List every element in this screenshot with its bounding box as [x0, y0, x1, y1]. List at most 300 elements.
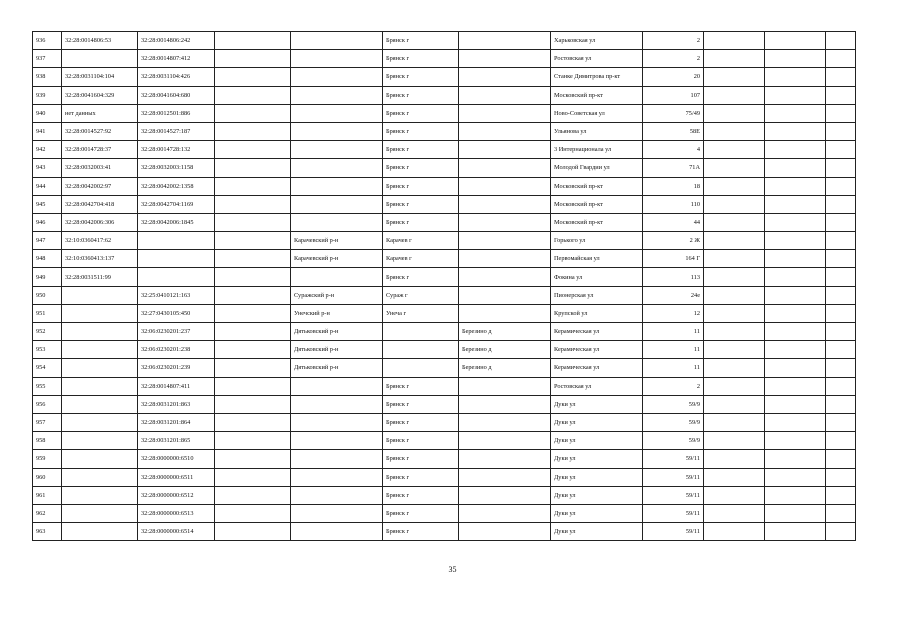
cell-row-number: 947 [33, 232, 62, 250]
cell-extra-1 [704, 50, 765, 68]
cell-settlement [459, 504, 551, 522]
cell-blank [215, 523, 291, 541]
cell-house-number: 18 [643, 177, 704, 195]
cell-street: Керамическая ул [551, 341, 643, 359]
table-row [33, 177, 856, 195]
cell-row-number: 954 [33, 359, 62, 377]
cell-street: Дуки ул [551, 432, 643, 450]
cell-extra-1 [704, 450, 765, 468]
table-row [33, 68, 856, 86]
cell-district: Карачевский р-н [291, 250, 383, 268]
cell-cadastral-number-object [138, 268, 215, 286]
table-row [33, 195, 856, 213]
cell-extra-3 [826, 286, 856, 304]
cell-settlement [459, 377, 551, 395]
cell-district [291, 195, 383, 213]
cell-house-number: 59/11 [643, 504, 704, 522]
table-row [33, 413, 856, 431]
cell-district: Унечский р-н [291, 304, 383, 322]
cell-extra-2 [765, 159, 826, 177]
cell-city: Унеча г [383, 304, 459, 322]
cell-row-number: 939 [33, 86, 62, 104]
cell-extra-1 [704, 159, 765, 177]
cell-extra-2 [765, 32, 826, 50]
cell-house-number: 11 [643, 323, 704, 341]
table-row [33, 377, 856, 395]
cell-cadastral-number-land: 32:28:0014728:37 [62, 141, 138, 159]
cell-cadastral-number-land [62, 523, 138, 541]
cell-street: Керамическая ул [551, 359, 643, 377]
page-number: 35 [448, 565, 457, 574]
table-row [33, 213, 856, 231]
cell-cadastral-number-land [62, 323, 138, 341]
cell-extra-3 [826, 232, 856, 250]
cell-extra-2 [765, 195, 826, 213]
cell-cadastral-number-land [62, 486, 138, 504]
cell-settlement [459, 213, 551, 231]
cell-settlement: Березино д [459, 323, 551, 341]
cell-house-number: 2 Ж [643, 232, 704, 250]
cell-settlement [459, 68, 551, 86]
cell-extra-2 [765, 122, 826, 140]
cell-extra-2 [765, 486, 826, 504]
table-row [33, 159, 856, 177]
cell-cadastral-number-object: 32:28:0014728:132 [138, 141, 215, 159]
cell-settlement [459, 32, 551, 50]
cell-extra-2 [765, 304, 826, 322]
cell-settlement [459, 159, 551, 177]
cell-extra-1 [704, 195, 765, 213]
cell-blank [215, 286, 291, 304]
cell-extra-1 [704, 32, 765, 50]
cell-district [291, 523, 383, 541]
table-row [33, 486, 856, 504]
cell-city: Брянск г [383, 141, 459, 159]
cell-cadastral-number-object: 32:28:0014806:242 [138, 32, 215, 50]
cell-house-number: 110 [643, 195, 704, 213]
cell-blank [215, 468, 291, 486]
cell-extra-3 [826, 323, 856, 341]
cell-extra-2 [765, 395, 826, 413]
cell-city: Брянск г [383, 195, 459, 213]
cell-blank [215, 341, 291, 359]
table-row [33, 323, 856, 341]
cell-street: Первомайская ул [551, 250, 643, 268]
table-row [33, 504, 856, 522]
cell-settlement [459, 195, 551, 213]
table-row [33, 341, 856, 359]
cell-street: Ростовская ул [551, 50, 643, 68]
cell-street: Дуки ул [551, 450, 643, 468]
cell-extra-3 [826, 141, 856, 159]
cell-street: Дуки ул [551, 395, 643, 413]
cell-settlement [459, 523, 551, 541]
cell-cadastral-number-land [62, 359, 138, 377]
cell-extra-3 [826, 250, 856, 268]
cell-settlement [459, 250, 551, 268]
cell-extra-2 [765, 141, 826, 159]
cell-row-number: 959 [33, 450, 62, 468]
cell-cadastral-number-object: 32:25:0410121:163 [138, 286, 215, 304]
table-row [33, 122, 856, 140]
cell-extra-1 [704, 177, 765, 195]
cell-extra-2 [765, 359, 826, 377]
cell-extra-1 [704, 341, 765, 359]
table-row [33, 141, 856, 159]
cell-extra-2 [765, 323, 826, 341]
cell-blank [215, 395, 291, 413]
registry-table [32, 31, 856, 541]
cell-street: Ново-Советская ул [551, 104, 643, 122]
cell-settlement [459, 304, 551, 322]
cell-cadastral-number-object: 32:28:0031104:426 [138, 68, 215, 86]
cell-row-number: 963 [33, 523, 62, 541]
cell-row-number: 938 [33, 68, 62, 86]
cell-extra-1 [704, 213, 765, 231]
cell-cadastral-number-land: 32:10:0360413:137 [62, 250, 138, 268]
cell-blank [215, 432, 291, 450]
cell-blank [215, 450, 291, 468]
cell-house-number: 71А [643, 159, 704, 177]
cell-extra-3 [826, 413, 856, 431]
cell-row-number: 958 [33, 432, 62, 450]
cell-street: Фокина ул [551, 268, 643, 286]
cell-row-number: 951 [33, 304, 62, 322]
cell-settlement [459, 141, 551, 159]
cell-row-number: 955 [33, 377, 62, 395]
cell-extra-3 [826, 68, 856, 86]
cell-cadastral-number-object: 32:27:0430105:450 [138, 304, 215, 322]
cell-city: Брянск г [383, 504, 459, 522]
cell-blank [215, 104, 291, 122]
cell-row-number: 937 [33, 50, 62, 68]
cell-cadastral-number-land [62, 450, 138, 468]
cell-city: Брянск г [383, 432, 459, 450]
cell-blank [215, 68, 291, 86]
cell-extra-1 [704, 359, 765, 377]
cell-extra-2 [765, 377, 826, 395]
cell-extra-1 [704, 377, 765, 395]
cell-city: Брянск г [383, 50, 459, 68]
table-row [33, 286, 856, 304]
cell-row-number: 952 [33, 323, 62, 341]
cell-extra-3 [826, 50, 856, 68]
cell-extra-1 [704, 268, 765, 286]
cell-street: Дуки ул [551, 468, 643, 486]
cell-district [291, 450, 383, 468]
cell-extra-1 [704, 141, 765, 159]
cell-cadastral-number-object: 32:28:0042006:1845 [138, 213, 215, 231]
cell-cadastral-number-land: 32:28:0042002:97 [62, 177, 138, 195]
cell-row-number: 940 [33, 104, 62, 122]
cell-cadastral-number-object [138, 250, 215, 268]
cell-city: Брянск г [383, 450, 459, 468]
cell-row-number: 960 [33, 468, 62, 486]
cell-street: Пионерская ул [551, 286, 643, 304]
table-row [33, 450, 856, 468]
cell-street: Молодой Гвардии ул [551, 159, 643, 177]
cell-extra-3 [826, 504, 856, 522]
cell-blank [215, 195, 291, 213]
cell-house-number: 2 [643, 32, 704, 50]
cell-cadastral-number-land [62, 304, 138, 322]
cell-extra-3 [826, 359, 856, 377]
cell-cadastral-number-land: 32:28:0041604:329 [62, 86, 138, 104]
cell-city: Брянск г [383, 523, 459, 541]
cell-house-number: 4 [643, 141, 704, 159]
cell-street: Харьковская ул [551, 32, 643, 50]
cell-cadastral-number-object: 32:28:0031201:863 [138, 395, 215, 413]
cell-district [291, 122, 383, 140]
cell-street: Московский пр-кт [551, 177, 643, 195]
cell-blank [215, 232, 291, 250]
cell-cadastral-number-object: 32:28:0014527:187 [138, 122, 215, 140]
cell-blank [215, 377, 291, 395]
cell-street: Крупской ул [551, 304, 643, 322]
cell-street: Станке Димитрова пр-кт [551, 68, 643, 86]
cell-city: Брянск г [383, 68, 459, 86]
cell-extra-3 [826, 486, 856, 504]
cell-settlement [459, 286, 551, 304]
cell-row-number: 945 [33, 195, 62, 213]
cell-cadastral-number-object: 32:28:0014807:412 [138, 50, 215, 68]
table-row [33, 250, 856, 268]
cell-house-number: 59/11 [643, 468, 704, 486]
cell-extra-2 [765, 286, 826, 304]
cell-extra-2 [765, 450, 826, 468]
cell-extra-3 [826, 523, 856, 541]
table-row [33, 268, 856, 286]
table-row [33, 395, 856, 413]
cell-city: Брянск г [383, 86, 459, 104]
cell-extra-1 [704, 232, 765, 250]
cell-extra-3 [826, 122, 856, 140]
cell-extra-2 [765, 86, 826, 104]
cell-blank [215, 268, 291, 286]
cell-extra-2 [765, 341, 826, 359]
cell-street: Ульянова ул [551, 122, 643, 140]
cell-house-number: 59/9 [643, 413, 704, 431]
cell-city: Сураж г [383, 286, 459, 304]
cell-street: Керамическая ул [551, 323, 643, 341]
cell-city: Брянск г [383, 159, 459, 177]
cell-cadastral-number-object: 32:28:0032003:1158 [138, 159, 215, 177]
cell-cadastral-number-land [62, 50, 138, 68]
cell-district: Дятьковский р-н [291, 359, 383, 377]
cell-district [291, 504, 383, 522]
cell-extra-1 [704, 486, 765, 504]
cell-house-number: 113 [643, 268, 704, 286]
cell-cadastral-number-object: 32:06:0230201:239 [138, 359, 215, 377]
cell-extra-3 [826, 86, 856, 104]
cell-extra-3 [826, 268, 856, 286]
cell-cadastral-number-object: 32:28:0000000:6512 [138, 486, 215, 504]
cell-extra-1 [704, 413, 765, 431]
cell-district [291, 377, 383, 395]
cell-settlement [459, 268, 551, 286]
cell-extra-3 [826, 304, 856, 322]
cell-row-number: 961 [33, 486, 62, 504]
table-row [33, 468, 856, 486]
cell-street: Ростовская ул [551, 377, 643, 395]
cell-district [291, 468, 383, 486]
cell-settlement [459, 104, 551, 122]
cell-blank [215, 213, 291, 231]
registry-table-body [33, 32, 856, 541]
cell-row-number: 936 [33, 32, 62, 50]
cell-row-number: 962 [33, 504, 62, 522]
cell-row-number: 948 [33, 250, 62, 268]
cell-city: Брянск г [383, 213, 459, 231]
table-row [33, 432, 856, 450]
cell-district [291, 68, 383, 86]
cell-extra-2 [765, 432, 826, 450]
cell-extra-1 [704, 395, 765, 413]
cell-extra-2 [765, 68, 826, 86]
cell-extra-1 [704, 68, 765, 86]
cell-row-number: 946 [33, 213, 62, 231]
cell-extra-1 [704, 468, 765, 486]
cell-extra-2 [765, 232, 826, 250]
cell-settlement [459, 122, 551, 140]
table-row [33, 232, 856, 250]
cell-house-number: 24е [643, 286, 704, 304]
cell-street: Горького ул [551, 232, 643, 250]
cell-cadastral-number-land: 32:28:0031104:104 [62, 68, 138, 86]
cell-house-number: 59/11 [643, 450, 704, 468]
cell-district: Дятьковский р-н [291, 323, 383, 341]
cell-extra-3 [826, 450, 856, 468]
cell-house-number: 58Е [643, 122, 704, 140]
cell-district [291, 177, 383, 195]
cell-extra-3 [826, 177, 856, 195]
cell-city [383, 341, 459, 359]
cell-extra-3 [826, 32, 856, 50]
cell-blank [215, 250, 291, 268]
cell-house-number: 59/9 [643, 432, 704, 450]
cell-district [291, 213, 383, 231]
cell-cadastral-number-land [62, 395, 138, 413]
cell-street: Дуки ул [551, 504, 643, 522]
cell-extra-1 [704, 304, 765, 322]
cell-blank [215, 413, 291, 431]
cell-extra-3 [826, 195, 856, 213]
cell-extra-2 [765, 177, 826, 195]
cell-extra-2 [765, 50, 826, 68]
cell-settlement [459, 395, 551, 413]
cell-city: Брянск г [383, 268, 459, 286]
cell-district: Суражский р-н [291, 286, 383, 304]
cell-district [291, 86, 383, 104]
cell-house-number: 11 [643, 341, 704, 359]
cell-cadastral-number-object: 32:28:0012501:886 [138, 104, 215, 122]
cell-row-number: 941 [33, 122, 62, 140]
cell-cadastral-number-land [62, 286, 138, 304]
cell-blank [215, 304, 291, 322]
cell-cadastral-number-land [62, 413, 138, 431]
cell-blank [215, 32, 291, 50]
cell-blank [215, 122, 291, 140]
cell-settlement [459, 50, 551, 68]
cell-extra-1 [704, 523, 765, 541]
cell-cadastral-number-object: 32:06:0230201:237 [138, 323, 215, 341]
cell-extra-3 [826, 213, 856, 231]
cell-district [291, 50, 383, 68]
cell-row-number: 949 [33, 268, 62, 286]
cell-blank [215, 86, 291, 104]
cell-blank [215, 486, 291, 504]
cell-city: Брянск г [383, 177, 459, 195]
cell-district: Карачевский р-н [291, 232, 383, 250]
cell-district [291, 159, 383, 177]
cell-house-number: 44 [643, 213, 704, 231]
cell-extra-1 [704, 286, 765, 304]
cell-settlement [459, 413, 551, 431]
cell-house-number: 75/49 [643, 104, 704, 122]
cell-cadastral-number-object: 32:28:0042002:1358 [138, 177, 215, 195]
cell-extra-1 [704, 86, 765, 104]
cell-house-number: 164 Г [643, 250, 704, 268]
cell-cadastral-number-land: 32:28:0014527:92 [62, 122, 138, 140]
cell-settlement [459, 177, 551, 195]
cell-extra-2 [765, 504, 826, 522]
cell-district [291, 486, 383, 504]
cell-house-number: 2 [643, 377, 704, 395]
cell-row-number: 956 [33, 395, 62, 413]
cell-city: Брянск г [383, 377, 459, 395]
cell-cadastral-number-land [62, 377, 138, 395]
cell-cadastral-number-object: 32:28:0041604:680 [138, 86, 215, 104]
cell-cadastral-number-object: 32:28:0000000:6511 [138, 468, 215, 486]
cell-settlement [459, 432, 551, 450]
cell-extra-1 [704, 122, 765, 140]
cell-extra-2 [765, 468, 826, 486]
cell-cadastral-number-object: 32:28:0042704:1169 [138, 195, 215, 213]
cell-city: Брянск г [383, 32, 459, 50]
cell-city: Карачев г [383, 250, 459, 268]
cell-row-number: 950 [33, 286, 62, 304]
cell-street: Московский пр-кт [551, 195, 643, 213]
cell-cadastral-number-object: 32:28:0000000:6510 [138, 450, 215, 468]
cell-district [291, 432, 383, 450]
cell-street: Дуки ул [551, 413, 643, 431]
cell-extra-3 [826, 341, 856, 359]
cell-extra-1 [704, 104, 765, 122]
cell-city: Карачев г [383, 232, 459, 250]
cell-extra-3 [826, 377, 856, 395]
cell-street: Дуки ул [551, 523, 643, 541]
cell-cadastral-number-land [62, 468, 138, 486]
cell-extra-2 [765, 268, 826, 286]
table-row [33, 86, 856, 104]
table-row [33, 50, 856, 68]
cell-city: Брянск г [383, 104, 459, 122]
cell-extra-2 [765, 213, 826, 231]
cell-blank [215, 159, 291, 177]
cell-cadastral-number-land [62, 504, 138, 522]
cell-street: 3 Интернационала ул [551, 141, 643, 159]
cell-settlement [459, 86, 551, 104]
cell-extra-2 [765, 250, 826, 268]
cell-district: Дятьковский р-н [291, 341, 383, 359]
cell-street: Дуки ул [551, 486, 643, 504]
cell-blank [215, 504, 291, 522]
cell-cadastral-number-land: 32:10:0360417:62 [62, 232, 138, 250]
cell-settlement [459, 486, 551, 504]
cell-district [291, 268, 383, 286]
cell-cadastral-number-object [138, 232, 215, 250]
cell-blank [215, 141, 291, 159]
